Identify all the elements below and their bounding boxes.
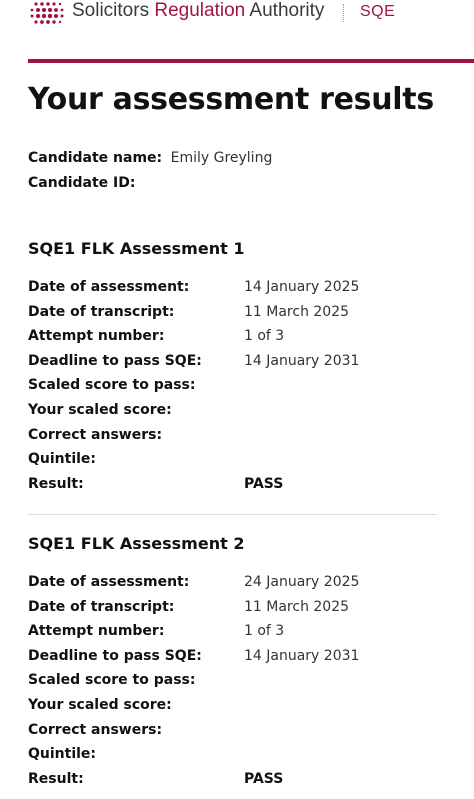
header-rule [28,59,474,63]
detail-row-scaled-score-to-pass [28,670,448,695]
detail-row-your-scaled-score [28,400,448,425]
detail-label: Date of transcript: [28,598,175,615]
detail-value: 1 of 3 [244,623,285,640]
detail-label: Quintile: [28,746,97,763]
assessment-title: SQE1 FLK Assessment 2 [28,534,245,553]
detail-label: Your scaled score: [28,401,172,418]
detail-row-quintile [28,744,448,769]
detail-row-date-of-assessment [28,277,448,302]
detail-row-date-of-assessment [28,572,448,597]
detail-label: Your scaled score: [28,696,172,713]
candidate-id-label: Candidate ID: [28,175,136,191]
dot-grid-logo-icon [28,0,68,28]
org-name-regulation: Regulation [154,0,246,21]
detail-row-correct-answers [28,720,448,745]
candidate-id-row [28,173,139,193]
result-value: PASS [244,475,284,492]
detail-row-date-of-transcript [28,597,448,622]
detail-label: Date of transcript: [28,303,175,320]
page-title: Your assessment results [28,82,434,117]
detail-label: Correct answers: [28,426,163,443]
detail-value: 24 January 2025 [244,574,360,590]
detail-label: Deadline to pass SQE: [28,352,202,369]
detail-value: 1 of 3 [244,328,285,345]
detail-row-correct-answers [28,425,448,450]
detail-row-attempt-number [28,326,448,351]
logo-separator [343,4,344,22]
detail-label: Date of assessment: [28,574,190,590]
sqe-label[interactable]: SQE [360,3,396,20]
detail-label: Attempt number: [28,328,165,345]
detail-label: Attempt number: [28,623,165,640]
detail-value: 11 March 2025 [244,303,350,320]
detail-row-your-scaled-score [28,695,448,720]
detail-label: Result: [28,475,84,492]
detail-label: Correct answers: [28,721,163,738]
candidate-name-label: Candidate name: [28,150,163,166]
org-name[interactable] [72,0,324,23]
detail-label: Deadline to pass SQE: [28,647,202,664]
detail-value: 14 January 2031 [244,352,360,369]
detail-value: 11 March 2025 [244,598,350,615]
assessment-title: SQE1 FLK Assessment 1 [28,239,245,258]
detail-row-scaled-score-to-pass [28,375,448,400]
detail-label: Date of assessment: [28,279,190,295]
org-name-authority: Authority [245,0,325,21]
site-header [0,0,474,60]
result-value: PASS [244,770,284,787]
candidate-name-row [28,148,272,168]
detail-row-result [28,769,448,794]
assessment-section-2 [28,533,448,793]
detail-label: Scaled score to pass: [28,672,196,689]
detail-value: 14 January 2025 [244,279,360,295]
detail-row-date-of-transcript [28,302,448,327]
detail-row-quintile [28,449,448,474]
detail-row-attempt-number [28,621,448,646]
detail-row-result [28,474,448,499]
assessment-details [28,572,448,793]
detail-label: Scaled score to pass: [28,377,196,394]
detail-label: Quintile: [28,451,97,468]
detail-value: 14 January 2031 [244,647,360,664]
org-name-solicitors: Solicitors [72,0,155,21]
detail-label: Result: [28,770,84,787]
assessment-section-1 [28,238,448,498]
detail-row-deadline [28,351,448,376]
section-divider [28,514,437,515]
detail-row-deadline [28,646,448,671]
assessment-details [28,277,448,498]
candidate-name-value: Emily Greyling [170,150,273,166]
